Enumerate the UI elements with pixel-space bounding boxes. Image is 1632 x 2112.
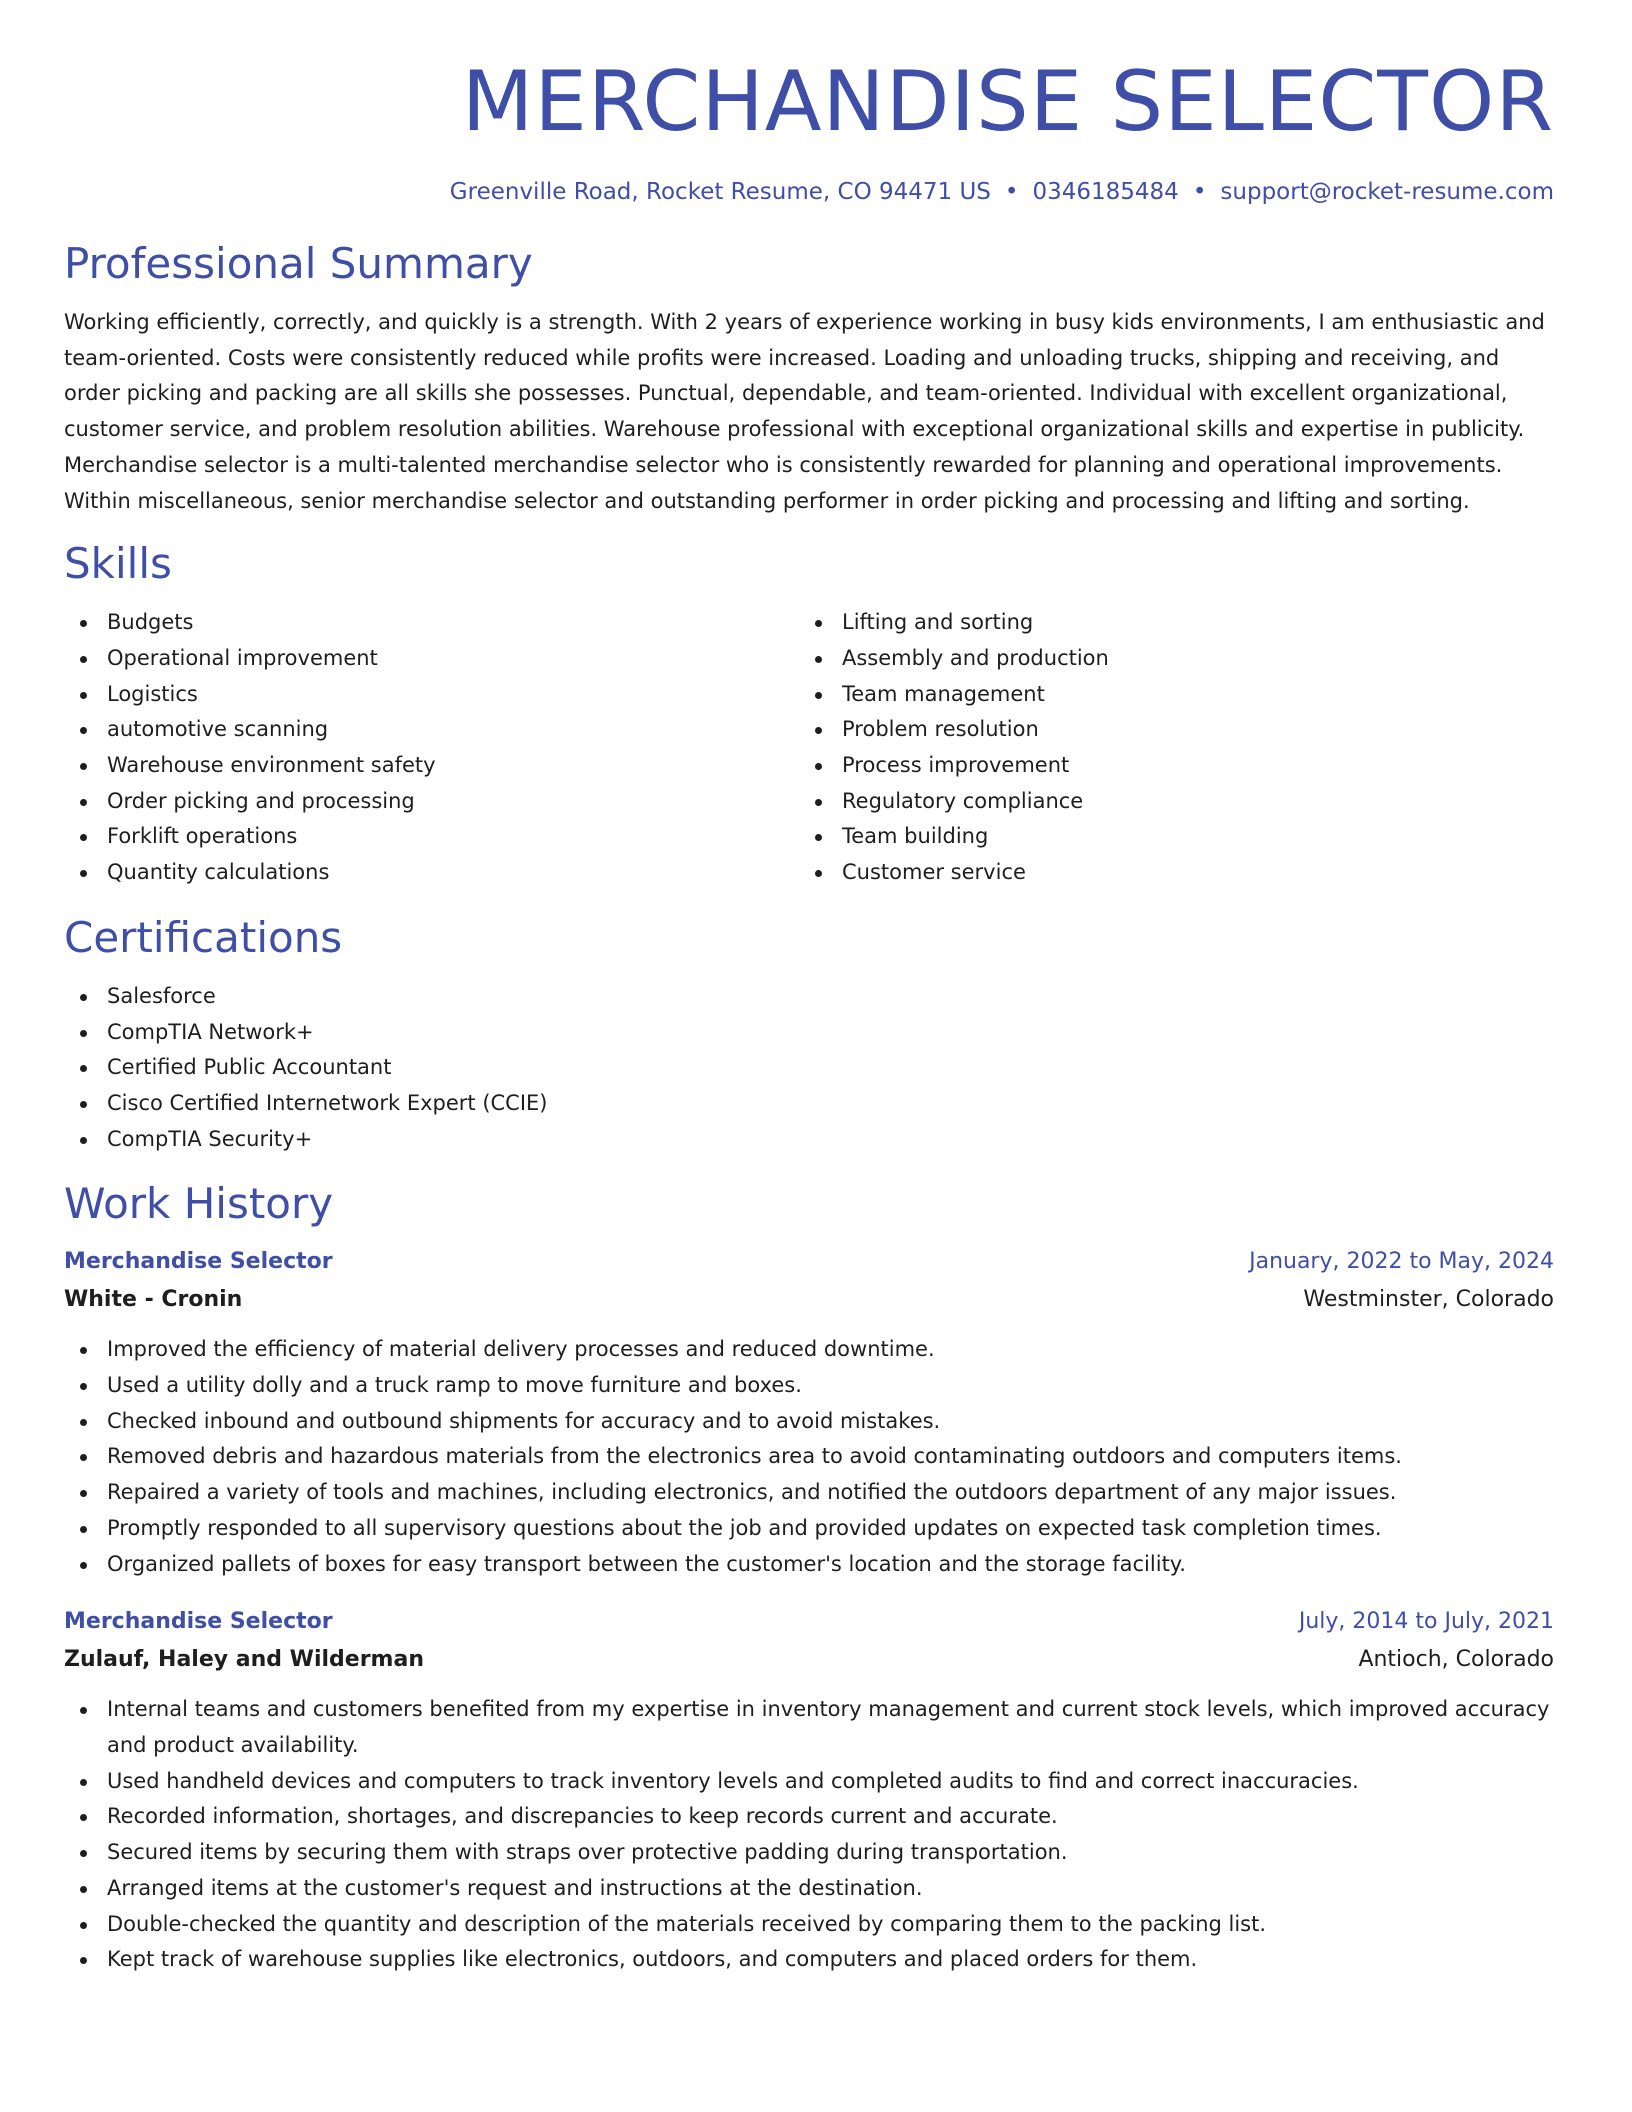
job-subheader [64,1641,1554,1679]
job-entry [64,1243,1554,1582]
skill-item: Order picking and processing [64,784,799,820]
contact-separator: • [1004,179,1019,205]
job-header [64,1603,1554,1641]
job-bullet: Used handheld devices and computers to track inventory levels and completed audits to find and correct inaccuracies. [64,1764,1554,1800]
certification-item: CompTIA Security+ [64,1122,1554,1158]
skill-item: Warehouse environment safety [64,748,799,784]
job-bullet: Used a utility dolly and a truck ramp to move furniture and boxes. [64,1368,1554,1404]
job-bullet: Kept track of warehouse supplies like electronics, outdoors, and computers and placed orders for them. [64,1942,1554,1978]
skills-column-right [799,605,1534,891]
skill-item: Quantity calculations [64,855,799,891]
skills-heading: Skills [64,539,172,589]
summary-text: Working efficiently, correctly, and quickly is a strength. With 2 years of experience working in busy kids environments, I am enthusiastic and team-oriented. Costs were consistently reduced while profits were increased. Loading and unloading trucks, shipping and receiving, and order picking and packing are all skills she possesses. Punctual, dependable, and team-oriented. Individual with excellent organizational, customer service, and problem resolution abilities. Warehouse professional with exceptional organizational skills and expertise in publicity. Merchandise selector is a multi-talented merchandise selector who is consistently rewarded for planning and operational improvements. Within miscellaneous, senior merchandise selector and outstanding performer in order picking and processing and lifting and sorting. [64,310,1545,513]
skill-item: Operational improvement [64,641,799,677]
skill-item: Logistics [64,677,799,713]
skill-item: Budgets [64,605,799,641]
skill-item: Assembly and production [799,641,1534,677]
job-bullet: Removed debris and hazardous materials from the electronics area to avoid contaminating outdoors and computers items. [64,1439,1554,1475]
skill-item: Forklift operations [64,819,799,855]
job-title: Merchandise Selector [64,1609,333,1635]
contact-email[interactable]: support@rocket-resume.com [1220,179,1554,205]
skill-item: Lifting and sorting [799,605,1534,641]
job-bullet: Internal teams and customers benefited from my expertise in inventory management and current stock levels, which improved accuracy and product availability. [64,1692,1554,1763]
job-header [64,1243,1554,1281]
skills-list [64,605,1554,891]
summary-heading: Professional Summary [64,239,533,288]
job-bullet: Double-checked the quantity and description of the materials received by comparing them to the packing list. [64,1907,1554,1943]
job-bullet: Secured items by securing them with straps over protective padding during transportation. [64,1835,1554,1871]
certification-item: Salesforce [64,979,1554,1015]
certifications-heading: Certifications [64,912,343,962]
skills-column-left [64,605,799,891]
certification-item: CompTIA Network+ [64,1015,1554,1051]
contact-address: Greenville Road, Rocket Resume, CO 94471 US [449,179,991,205]
job-subheader [64,1281,1554,1319]
work-history-heading: Work History [64,1179,334,1229]
resume-page [64,0,1554,1978]
job-bullet: Arranged items at the customer's request and instructions at the destination. [64,1871,1554,1907]
job-bullet: Organized pallets of boxes for easy transport between the customer's location and the storage facility. [64,1547,1554,1583]
skill-item: Process improvement [799,748,1534,784]
job-bullets [64,1332,1554,1582]
certification-item: Cisco Certified Internetwork Expert (CCIE) [64,1086,1554,1122]
job-entry [64,1603,1554,1978]
job-dates: January, 2022 to May, 2024 [1249,1249,1554,1275]
certification-item: Certified Public Accountant [64,1050,1554,1086]
job-company: Zulauf, Haley and Wilderman [64,1647,424,1673]
skill-item: Team management [799,677,1534,713]
job-bullet: Recorded information, shortages, and discrepancies to keep records current and accurate. [64,1799,1554,1835]
skill-item: Problem resolution [799,712,1534,748]
job-bullet: Promptly responded to all supervisory questions about the job and provided updates on expected task completion times. [64,1511,1554,1547]
job-dates: July, 2014 to July, 2021 [1298,1609,1554,1635]
job-company: White - Cronin [64,1287,243,1313]
contact-phone: 0346185484 [1032,179,1179,205]
job-bullet: Improved the efficiency of material delivery processes and reduced downtime. [64,1332,1554,1368]
contact-line [64,175,1554,209]
job-bullet: Checked inbound and outbound shipments for accuracy and to avoid mistakes. [64,1404,1554,1440]
certifications-list [64,979,1554,1158]
job-bullet: Repaired a variety of tools and machines, including electronics, and notified the outdoors department of any major issues. [64,1475,1554,1511]
job-title: Merchandise Selector [64,1249,333,1275]
job-location: Westminster, Colorado [1303,1287,1554,1313]
skill-item: Team building [799,819,1534,855]
skill-item: Customer service [799,855,1534,891]
skill-item: automotive scanning [64,712,799,748]
candidate-name: MERCHANDISE SELECTOR [461,53,1554,150]
job-bullets [64,1692,1554,1978]
contact-separator: • [1192,179,1207,205]
job-location: Antioch, Colorado [1358,1647,1554,1673]
skill-item: Regulatory compliance [799,784,1534,820]
